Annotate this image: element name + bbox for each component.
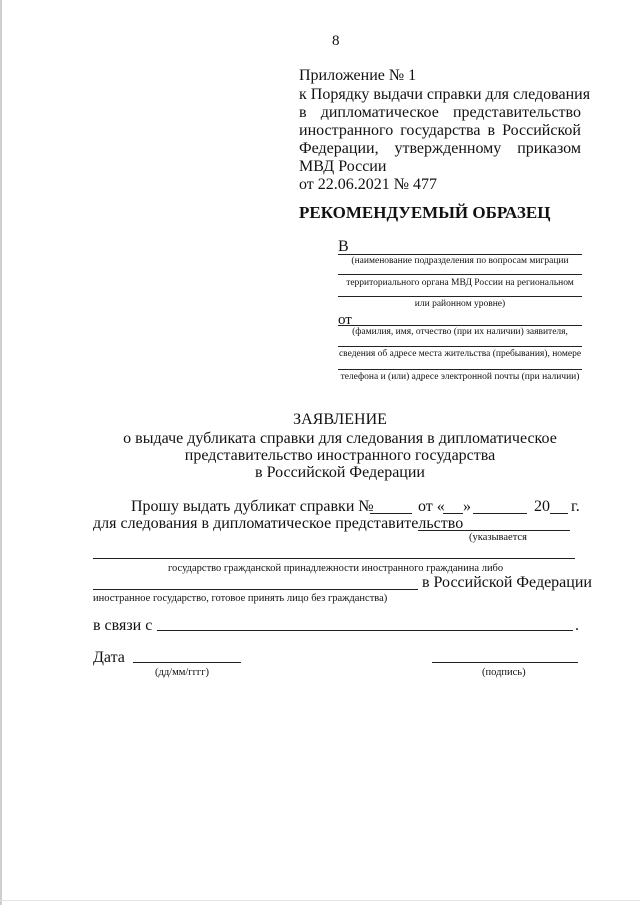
request-text: 20 [534, 498, 550, 515]
indicate-hint: (указывается [469, 532, 527, 543]
to-hint: (наименование подразделения по вопросам миграции [351, 256, 569, 266]
application-subtitle: представительство иностранного государства [184, 447, 496, 464]
from-line[interactable] [338, 325, 582, 326]
from-line[interactable] [338, 369, 582, 370]
reason-field[interactable] [157, 630, 573, 631]
to-line[interactable] [338, 296, 582, 297]
signature-field[interactable] [432, 662, 578, 663]
state-hint: иностранное государство, готовое принять лицо без гражданства) [93, 593, 388, 604]
to-hint: или районном уровне) [414, 299, 506, 309]
appendix-line: Федерации, утвержденному приказом [299, 140, 581, 157]
sample-heading: РЕКОМЕНДУЕМЫЙ ОБРАЗЕЦ [299, 203, 551, 222]
appendix-line: МВД России [299, 158, 387, 175]
appendix-line: в дипломатическое представительство [299, 104, 581, 121]
date-field[interactable] [133, 662, 241, 663]
request-text: г. [571, 498, 580, 515]
state-hint: государство гражданской принадлежности иностранного гражданина либо [168, 563, 504, 574]
date-hint: (дд/мм/гггг) [155, 667, 210, 678]
request-text: Прошу выдать дубликат справки № [131, 498, 374, 515]
to-line[interactable] [338, 254, 582, 255]
appendix-title: Приложение № 1 [299, 67, 417, 84]
from-prefix: от [338, 312, 352, 328]
application-title: ЗАЯВЛЕНИЕ [293, 411, 387, 428]
appendix-line: к Порядку выдачи справки для следования [299, 86, 591, 103]
request-text: » [463, 498, 471, 515]
to-prefix: В [338, 238, 349, 255]
from-hint: телефона и (или) адресе электронной почты (при наличии) [340, 372, 580, 382]
from-hint: (фамилия, имя, отчество (при их наличии) заявителя, [352, 327, 568, 337]
to-hint: территориального органа МВД России на региональном [346, 278, 574, 288]
signature-hint: (подпись) [482, 667, 526, 678]
request-text: от « [418, 498, 445, 515]
application-subtitle: в Российской Федерации [255, 464, 425, 481]
state-field[interactable] [418, 530, 570, 531]
in-rf-text: в Российской Федерации [422, 574, 592, 591]
month-field[interactable] [473, 513, 527, 514]
from-line[interactable] [338, 346, 582, 347]
date-label: Дата [93, 649, 125, 666]
appendix-line: от 22.06.2021 № 477 [299, 176, 438, 193]
reason-label: в связи с [93, 617, 153, 634]
application-subtitle: о выдаче дубликата справки для следования в дипломатическое [123, 430, 557, 447]
reason-end: . [575, 617, 579, 634]
page-number: 8 [332, 33, 340, 49]
appendix-line: иностранного государства в Российской [299, 122, 581, 139]
to-line[interactable] [338, 274, 582, 275]
from-hint: сведения об адресе места жительства (пребывания), номере [338, 349, 582, 359]
year-field[interactable] [550, 513, 568, 514]
scan-bottom-edge [0, 900, 640, 901]
diplomatic-text: для следования в дипломатическое представительство [93, 515, 464, 532]
state-field[interactable] [93, 558, 575, 559]
state-field[interactable] [93, 589, 418, 590]
